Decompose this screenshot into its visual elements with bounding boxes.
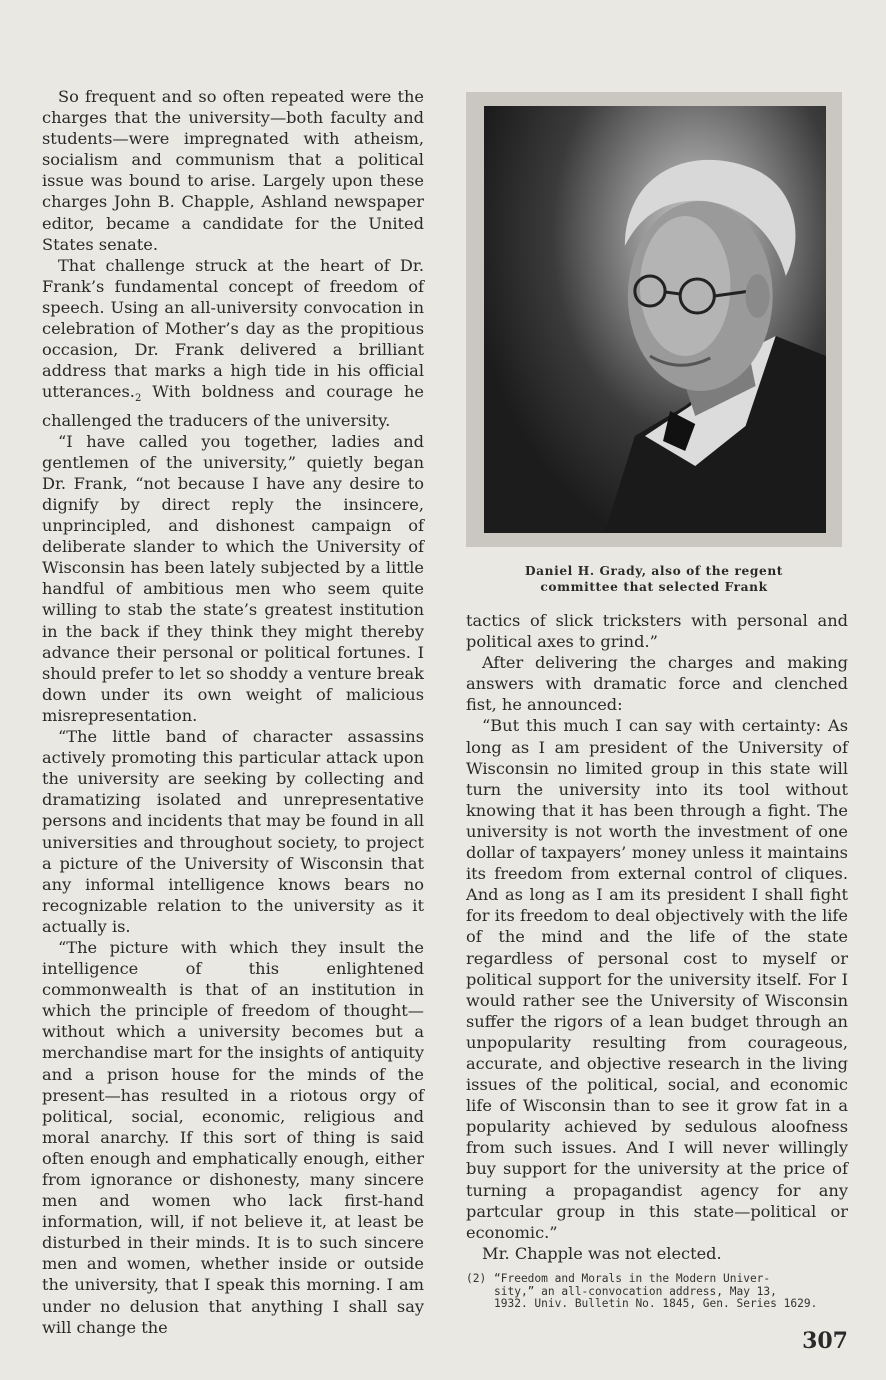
paragraph-3: “I have called you together, ladies and gentlemen of the university,” quietly began Dr. Frank, “not because I have any desire to dignify by direct reply the insincere, unprincipled, and dishonest campaign of deliberate slander to which the University of Wisconsin has been lately subjected by a little handful of ambitious men who seem quite willing to stab the state’s greatest institution in the back if they think they might thereby advance their personal or political fortunes. I should prefer to let so shoddy a venture break down under its own weight of malicious misrepresentation.: [42, 431, 424, 725]
portrait-photo: [484, 106, 826, 533]
right-column: [466, 610, 848, 1264]
caption-line-1: Daniel H. Grady, also of the regent: [524, 564, 784, 578]
footnote-number: (2): [466, 1272, 487, 1285]
paragraph-6: tactics of slick tricksters with personal and political axes to grind.”: [466, 611, 848, 652]
paragraph-5: “The picture with which they insult the intelligence of this enlightened commonwealth is that of an institution in which the principle of freedom of thought—without which a university becomes but a merchandise mart for the insights of antiquity and a prison house for the minds of the present—has resulted in a riotous orgy of political, social, economic, religious and moral anarchy. If this sort of thing is said often enough and emphatically enough, either from ignorance or dishonesty, many sincere men and women who lack first-hand information, will, if not believe it, at least be disturbed in their minds. It is to such sincere men and women, whether inside or outside the university, that I speak this morning. I am under no delusion that anything I shall say will change the: [42, 937, 424, 1337]
paragraph-7: After delivering the charges and making answers with dramatic force and clenched fist, he announced:: [466, 653, 848, 715]
footnote-line-1: “Freedom and Morals in the Modern Univer-: [494, 1272, 771, 1285]
paragraph-8: “But this much I can say with certainty: As long as I am president of the University of Wisconsin no limited group in this state will turn the university into its tool without knowing that it has been through a fight. The university is not worth the investment of one dollar of taxpayers’ money unless it maintains its freedom from external control of cliques. And as long as I am its president I shall fight for its freedom to deal objectively with the life of the mind and the life of the state regardless of personal cost to myself or political support for the university itself. For I would rather see the University of Wisconsin suffer the rigors of a lean budget through an unpopularity resulting from courageous, accurate, and objective research in the living issues of the political, social, and economic life of Wisconsin than to see it grow fat in a popularity achieved by sedulous aloofness from such issues. And I will never willingly buy support for the university at the price of turning a propagandist agency for any partcular group in this state—political or economic.”: [466, 716, 848, 1242]
page-number: 307: [802, 1328, 848, 1354]
footnote-marker: 2: [134, 393, 142, 405]
paragraph-2-tail: With boldness and courage he challenged the traducers of the university.: [42, 382, 424, 430]
paragraph-9: Mr. Chapple was not elected.: [482, 1243, 722, 1263]
paragraph-2: [42, 255, 424, 431]
portrait-illustration: [484, 106, 826, 533]
portrait-photo-frame: [466, 92, 842, 547]
paragraph-4: “The little band of character assassins actively promoting this particular attack upon the university are seeking by collecting and dramatizing isolated and unrepresentative persons and incidents that may be found in all universities and throughout society, to project a picture of the University of Wisconsin that any informal intelligence knows bears no recognizable relation to the university as it actually is.: [42, 727, 424, 936]
footnote-line-2: sity,” an all-convocation address, May 13,: [494, 1284, 777, 1298]
left-column: [42, 86, 424, 1338]
caption-line-2: committee that selected Frank: [540, 580, 768, 594]
paragraph-1: So frequent and so often repeated were the charges that the university—both faculty and students—were impregnated with atheism, socialism and communism that a political issue was bound to arise. Largely upon these charges John B. Chapple, Ashland newspaper editor, became a candidate for the United States senate.: [42, 87, 424, 254]
paragraph-2-text: That challenge struck at the heart of Dr. Frank’s fundamental concept of freedom of speech. Using an all-university convocation in celebration of Mother’s day as the propitious occasion, Dr. Frank delivered a brilliant address that marks a high tide in his official utterances.: [42, 255, 424, 402]
footnote-line-3: 1932. Univ. Bulletin No. 1845, Gen. Series 1629.: [494, 1297, 818, 1310]
footnote: [466, 1273, 850, 1311]
photo-caption: [466, 563, 842, 595]
